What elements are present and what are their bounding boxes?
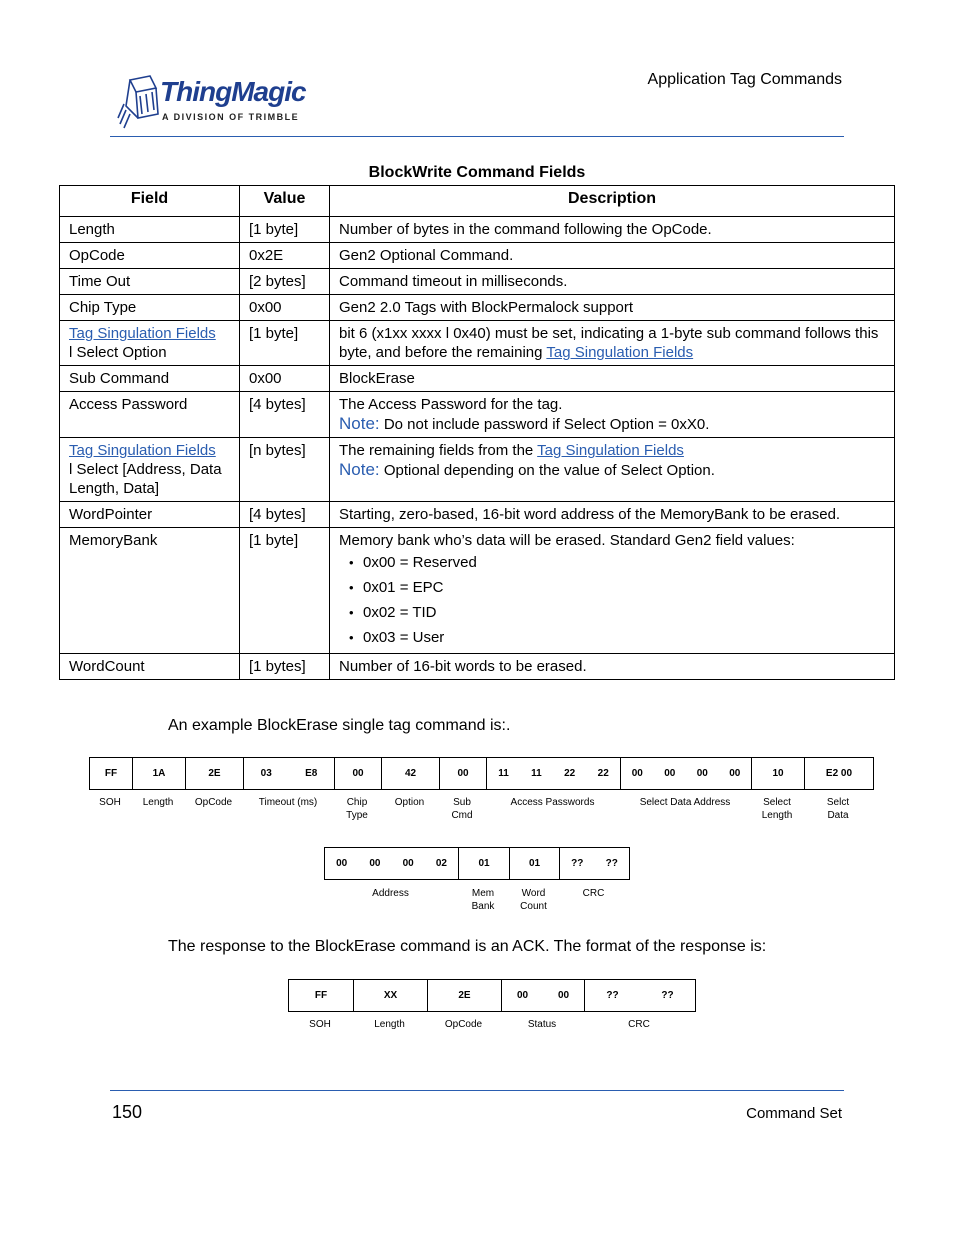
packet-byte: 03: [260, 768, 272, 779]
packet-label: Address: [372, 888, 409, 899]
description-cell: Number of 16-bit words to be erased.: [330, 654, 895, 680]
packet-label: Select Data Address: [639, 797, 731, 808]
description-cell: [330, 321, 895, 366]
description-text: The remaining fields from the: [339, 442, 538, 459]
note-text: Optional depending on the value of Select Option.: [383, 462, 715, 479]
tag-singulation-fields-link[interactable]: Tag Singulation Fields: [69, 442, 216, 459]
packet-byte: 00: [369, 858, 381, 869]
packet-byte: E2 00: [825, 768, 853, 779]
field-cell: WordPointer: [60, 502, 240, 528]
packet-label: Option: [394, 797, 425, 808]
packet-cell: [459, 848, 510, 880]
packet-cell: [805, 758, 874, 790]
response-packet-table: [288, 979, 696, 1012]
memory-bank-list: [339, 550, 885, 650]
packet-label: Access Passwords: [510, 797, 595, 808]
packet-byte: ??: [605, 858, 618, 869]
packet-byte: 00: [557, 990, 570, 1001]
packet-byte: 00: [664, 768, 676, 779]
packet-cell: [440, 758, 487, 790]
packet-byte: 01: [528, 858, 541, 869]
logo-tagline: A DIVISION OF TRIMBLE: [162, 112, 300, 122]
command-fields-table: [59, 185, 895, 680]
packet-cell: [560, 848, 630, 880]
description-cell: Command timeout in milliseconds.: [330, 269, 895, 295]
packet-cell: [428, 980, 502, 1012]
table-row: [60, 438, 895, 502]
packet-label: CRC: [582, 888, 605, 899]
value-cell: [1 byte]: [240, 321, 330, 366]
description-cell: [330, 528, 895, 654]
packet-label: Selct Data: [826, 797, 850, 821]
packet-label: SOH: [99, 797, 121, 808]
packet-cell: [752, 758, 805, 790]
value-cell: [n bytes]: [240, 438, 330, 502]
list-item: • 0x00 = Reserved: [363, 550, 885, 575]
field-cell: [60, 321, 240, 366]
value-cell: [2 bytes]: [240, 269, 330, 295]
packet-label: Mem Bank: [471, 888, 495, 912]
packet-byte: 10: [772, 768, 784, 779]
value-cell: [4 bytes]: [240, 502, 330, 528]
packet-byte: 22: [597, 768, 609, 779]
packet-byte: 00: [729, 768, 741, 779]
thingmagic-logo: [116, 74, 316, 132]
field-sub-label: l Select [Address, Data Length, Data]: [69, 461, 222, 497]
table-row: [60, 217, 895, 243]
table-title: BlockWrite Command Fields: [368, 164, 586, 181]
description-cell: Starting, zero-based, 16-bit word address of the MemoryBank to be erased.: [330, 502, 895, 528]
field-cell: OpCode: [60, 243, 240, 269]
example-intro: An example BlockErase single tag command is:.: [168, 717, 511, 734]
packet-byte: 00: [402, 858, 414, 869]
table-row: [60, 392, 895, 438]
table-row: [60, 243, 895, 269]
packet-cell: [335, 758, 382, 790]
table-row: [60, 654, 895, 680]
header-value: Value: [240, 186, 330, 217]
field-cell: WordCount: [60, 654, 240, 680]
header-rule: [110, 136, 844, 137]
packet-label: SOH: [309, 1019, 331, 1030]
description-cell: [330, 438, 895, 502]
packet-label: Chip Type: [346, 797, 368, 821]
logo-wordmark: ThingMagic: [160, 76, 306, 107]
packet-label: Word Count: [520, 888, 547, 912]
table-row: [60, 295, 895, 321]
description-cell: BlockErase: [330, 366, 895, 392]
packet-byte: 00: [631, 768, 643, 779]
response-intro: The response to the BlockErase command is an ACK. The format of the response is:: [168, 938, 767, 955]
field-cell: Time Out: [60, 269, 240, 295]
description-cell: Gen2 2.0 Tags with BlockPermalock support: [330, 295, 895, 321]
packet-cell: [585, 980, 696, 1012]
packet-label: Length: [142, 797, 174, 808]
packet-cell: [621, 758, 752, 790]
packet-byte: 1A: [152, 768, 166, 779]
packet-label: Timeout (ms): [258, 797, 318, 808]
description-cell: [330, 392, 895, 438]
packet-cell: [354, 980, 428, 1012]
example-packet2-table: [324, 847, 630, 880]
packet-byte: 00: [336, 858, 348, 869]
header-field: Field: [60, 186, 240, 217]
footer-section: Command Set: [746, 1105, 842, 1122]
packet-cell: [325, 848, 459, 880]
table-row: [60, 269, 895, 295]
list-item: • 0x03 = User: [363, 625, 885, 650]
list-item: • 0x01 = EPC: [363, 575, 885, 600]
table-header-row: [60, 186, 895, 217]
value-cell: [1 byte]: [240, 528, 330, 654]
packet-label: Sub Cmd: [451, 797, 473, 821]
packet-cell: [487, 758, 621, 790]
packet-byte: XX: [383, 990, 398, 1001]
value-cell: 0x00: [240, 295, 330, 321]
packet-byte: 42: [404, 768, 417, 779]
field-cell: Length: [60, 217, 240, 243]
packet-byte: 00: [352, 768, 364, 779]
packet-byte: 00: [457, 768, 469, 779]
value-cell: 0x00: [240, 366, 330, 392]
packet-cell: [244, 758, 335, 790]
field-cell: Sub Command: [60, 366, 240, 392]
field-cell: MemoryBank: [60, 528, 240, 654]
value-cell: [1 byte]: [240, 217, 330, 243]
value-cell: 0x2E: [240, 243, 330, 269]
packet-byte: 2E: [458, 990, 471, 1001]
packet-label: Length: [374, 1019, 405, 1030]
packet-cell: [289, 980, 354, 1012]
packet-cell: [90, 758, 133, 790]
table-row: [60, 528, 895, 654]
description-text: Memory bank who’s data will be erased. Standard Gen2 field values:: [339, 532, 795, 549]
field-cell: Chip Type: [60, 295, 240, 321]
packet-byte: 22: [564, 768, 576, 779]
description-cell: Gen2 Optional Command.: [330, 243, 895, 269]
table-row: [60, 502, 895, 528]
page-number: 150: [112, 1102, 143, 1122]
packet-byte: 2E: [208, 768, 221, 779]
field-cell: Access Password: [60, 392, 240, 438]
field-sub-label: l Select Option: [69, 344, 167, 361]
tag-singulation-fields-link[interactable]: Tag Singulation Fields: [537, 442, 684, 459]
description-text: bit 6 (x1xx xxxx l 0x40) must be set, indicating a 1-byte sub command follows this byte, and before the remaining: [339, 325, 879, 361]
packet-byte: 11: [498, 768, 509, 779]
tag-singulation-fields-link[interactable]: Tag Singulation Fields: [69, 325, 216, 342]
tag-singulation-fields-link[interactable]: Tag Singulation Fields: [546, 344, 694, 361]
packet-byte: FF: [314, 990, 328, 1001]
footer-rule: [110, 1090, 844, 1091]
packet-cell: [186, 758, 244, 790]
value-cell: [4 bytes]: [240, 392, 330, 438]
packet-label: OpCode: [194, 797, 233, 808]
packet-label: Status: [527, 1019, 557, 1030]
example-packet1-table: [89, 757, 874, 790]
packet-cell: [502, 980, 585, 1012]
logo-icon: [116, 74, 160, 132]
packet-byte: ??: [571, 858, 584, 869]
note-label: Note:: [339, 414, 380, 433]
list-item: • 0x02 = TID: [363, 600, 885, 625]
header-description: Description: [330, 186, 895, 217]
header-section-title: Application Tag Commands: [647, 71, 842, 88]
value-cell: [1 bytes]: [240, 654, 330, 680]
packet-byte: 00: [696, 768, 708, 779]
packet-byte: ??: [661, 990, 674, 1001]
packet-byte: 01: [478, 858, 490, 869]
packet-label: CRC: [628, 1019, 650, 1030]
table-row: [60, 366, 895, 392]
packet-label: Select Length: [761, 797, 793, 821]
packet-byte: FF: [104, 768, 118, 779]
note-label: Note:: [339, 460, 380, 479]
packet-byte: 00: [516, 990, 529, 1001]
packet-cell: [382, 758, 440, 790]
note-text: Do not include password if Select Option = 0xX0.: [383, 416, 710, 433]
table-row: [60, 321, 895, 366]
packet-label: OpCode: [444, 1019, 483, 1030]
packet-byte: E8: [305, 768, 318, 779]
description-text: The Access Password for the tag.: [339, 396, 563, 413]
packet-cell: [133, 758, 186, 790]
field-cell: [60, 438, 240, 502]
description-cell: Number of bytes in the command following the OpCode.: [330, 217, 895, 243]
packet-byte: ??: [606, 990, 619, 1001]
packet-byte: 11: [531, 768, 542, 779]
packet-cell: [510, 848, 560, 880]
packet-byte: 02: [435, 858, 447, 869]
